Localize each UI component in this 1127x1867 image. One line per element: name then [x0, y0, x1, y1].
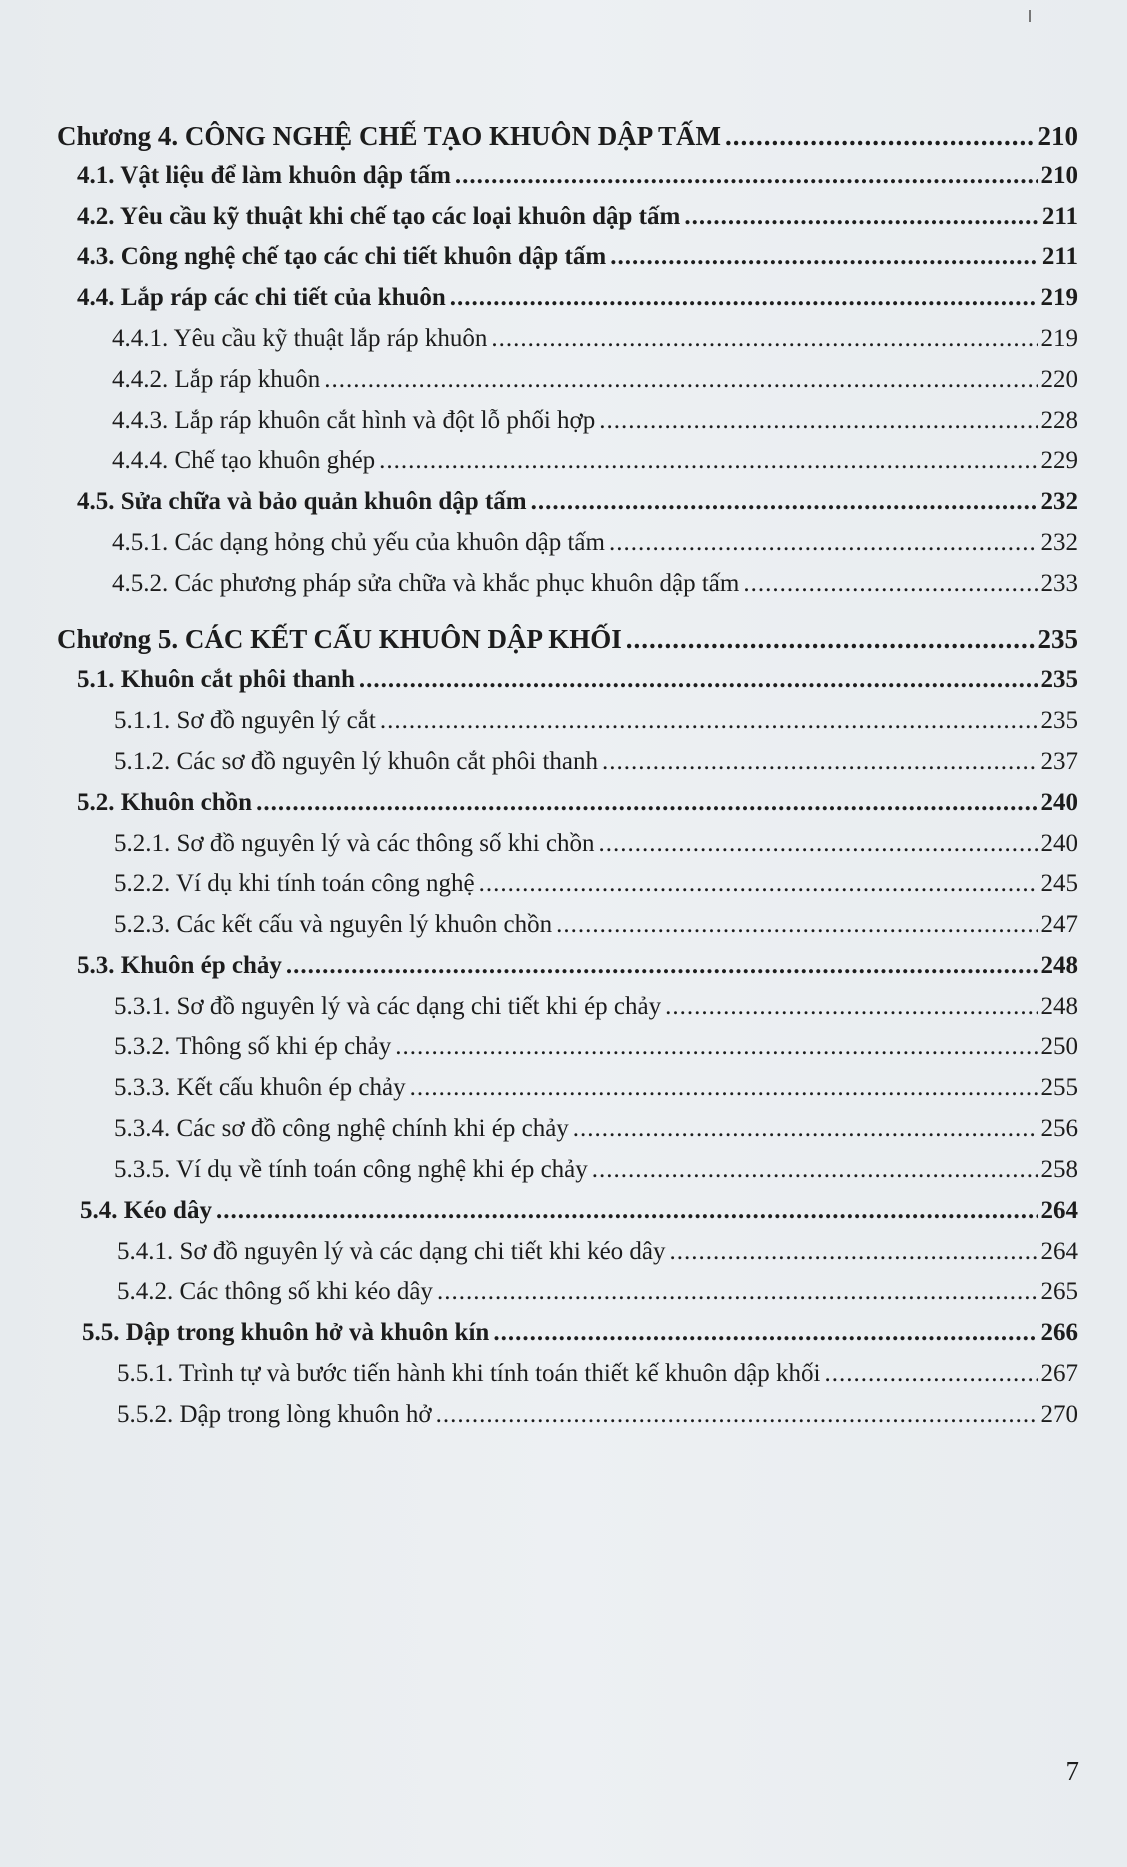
toc-entry	[77, 952, 1078, 980]
toc-leader-dots	[824, 1360, 1037, 1388]
toc-entry	[57, 624, 1078, 655]
toc-entry-title: 5.3.1. Sơ đồ nguyên lý và các dạng chi tiết khi ép chảy	[114, 993, 662, 1020]
toc-entry	[114, 1115, 1078, 1143]
toc-leader-dots	[286, 952, 1038, 980]
toc-entry	[114, 993, 1078, 1021]
toc-leader-dots	[602, 748, 1038, 776]
toc-entry	[112, 407, 1078, 435]
toc-entry-page: 228	[1040, 407, 1078, 434]
toc-entry-page: 248	[1040, 993, 1078, 1020]
toc-entry-title: 5.4.1. Sơ đồ nguyên lý và các dạng chi tiết khi kéo dây	[117, 1238, 666, 1265]
toc-entry-title: 4.5. Sửa chữa và bảo quản khuôn dập tấm	[77, 488, 527, 515]
toc-entry-page: 245	[1040, 870, 1078, 897]
toc-entry-page: 235	[1040, 707, 1078, 734]
toc-entry-title: 4.2. Yêu cầu kỹ thuật khi chế tạo các loại khuôn dập tấm	[77, 203, 681, 230]
toc-entry-title: Chương 5. CÁC KẾT CẤU KHUÔN DẬP KHỐI	[57, 624, 622, 654]
toc-leader-dots	[493, 1319, 1037, 1347]
toc-entry-title: 5.3. Khuôn ép chảy	[77, 952, 282, 979]
toc-leader-dots	[665, 993, 1037, 1021]
toc-entry-title: 5.5.1. Trình tự và bước tiến hành khi tính toán thiết kế khuôn dập khối	[117, 1360, 821, 1387]
toc-leader-dots	[395, 1033, 1037, 1061]
toc-entry	[114, 748, 1078, 776]
toc-leader-dots	[450, 284, 1038, 312]
toc-entry-title: 5.1. Khuôn cắt phôi thanh	[77, 666, 355, 693]
toc-entry-page: 255	[1040, 1074, 1078, 1101]
toc-entry-title: 5.2.2. Ví dụ khi tính toán công nghệ	[114, 870, 475, 897]
toc-entry-page: 219	[1040, 325, 1078, 352]
toc-entry-title: 5.4. Kéo dây	[80, 1197, 212, 1224]
toc-entry-title: 5.5.2. Dập trong lòng khuôn hở	[117, 1401, 432, 1428]
toc-leader-dots	[725, 121, 1035, 152]
toc-entry-page: 211	[1041, 203, 1078, 230]
toc-entry	[112, 570, 1078, 598]
toc-entry-title: 5.4.2. Các thông số khi kéo dây	[117, 1278, 433, 1305]
toc-entry-title: 4.3. Công nghệ chế tạo các chi tiết khuôn dập tấm	[77, 243, 607, 270]
toc-entry-page: 247	[1040, 911, 1078, 938]
toc-entry-page: 233	[1040, 570, 1078, 597]
toc-entry-title: 4.5.1. Các dạng hỏng chủ yếu của khuôn dập tấm	[112, 529, 605, 556]
toc-leader-dots	[216, 1197, 1038, 1225]
toc-leader-dots	[479, 870, 1038, 898]
toc-entry	[117, 1238, 1078, 1266]
toc-leader-dots	[592, 1156, 1038, 1184]
toc-entry	[114, 1074, 1078, 1102]
toc-leader-dots	[256, 789, 1037, 817]
toc-entry-page: 270	[1040, 1401, 1078, 1428]
toc-leader-dots	[599, 830, 1038, 858]
toc-entry-title: 5.3.4. Các sơ đồ công nghệ chính khi ép chảy	[114, 1115, 569, 1142]
toc-entry	[114, 830, 1078, 858]
toc-leader-dots	[437, 1278, 1038, 1306]
toc-leader-dots	[531, 488, 1038, 516]
toc-entry-page: 237	[1040, 748, 1078, 775]
toc-entry-title: Chương 4. CÔNG NGHỆ CHẾ TẠO KHUÔN DẬP TẤM	[57, 121, 721, 151]
toc-entry-page: 219	[1040, 284, 1078, 311]
toc-entry	[82, 1319, 1078, 1347]
toc-leader-dots	[556, 911, 1037, 939]
scan-mark	[1029, 10, 1031, 22]
toc-entry-title: 5.3.3. Kết cấu khuôn ép chảy	[114, 1074, 406, 1101]
toc-leader-dots	[743, 570, 1037, 598]
toc-leader-dots	[610, 243, 1039, 271]
toc-entry-page: 240	[1040, 789, 1078, 816]
toc-leader-dots	[380, 707, 1038, 735]
toc-entry-title: 4.4.3. Lắp ráp khuôn cắt hình và đột lỗ phối hợp	[112, 407, 596, 434]
toc-entry	[112, 447, 1078, 475]
toc-leader-dots	[455, 162, 1038, 190]
toc-entry	[77, 203, 1078, 231]
toc-entry-title: 5.2.3. Các kết cấu và nguyên lý khuôn chồn	[114, 911, 553, 938]
toc-entry-page: 264	[1040, 1197, 1078, 1224]
toc-leader-dots	[684, 203, 1039, 231]
toc-entry-page: 232	[1040, 488, 1078, 515]
toc-entry	[114, 1156, 1078, 1184]
toc-leader-dots	[491, 325, 1037, 353]
toc-entry-page: 229	[1040, 447, 1078, 474]
toc-entry	[112, 529, 1078, 557]
toc-entry-page: 235	[1037, 624, 1078, 654]
toc-leader-dots	[379, 447, 1037, 475]
toc-entry	[114, 1033, 1078, 1061]
toc-entry	[57, 121, 1078, 152]
toc-leader-dots	[573, 1115, 1038, 1143]
toc-entry-page: 232	[1040, 529, 1078, 556]
toc-entry-title: 5.5. Dập trong khuôn hở và khuôn kín	[82, 1319, 490, 1346]
toc-leader-dots	[436, 1401, 1038, 1429]
toc-entry-title: 4.4.4. Chế tạo khuôn ghép	[112, 447, 376, 474]
toc-entry-page: 250	[1040, 1033, 1078, 1060]
toc-entry-title: 5.1.2. Các sơ đồ nguyên lý khuôn cắt phôi thanh	[114, 748, 598, 775]
toc-entry-page: 267	[1040, 1360, 1078, 1387]
toc-entry	[112, 366, 1078, 394]
toc-entry-page: 210	[1040, 162, 1078, 189]
toc-entry-page: 256	[1040, 1115, 1078, 1142]
toc-entry	[117, 1278, 1078, 1306]
toc-entry	[117, 1401, 1078, 1429]
toc-entry-page: 265	[1040, 1278, 1078, 1305]
toc-entry-page: 211	[1041, 243, 1078, 270]
toc-entry	[80, 1197, 1078, 1225]
toc-entry-title: 4.5.2. Các phương pháp sửa chữa và khắc phục khuôn dập tấm	[112, 570, 740, 597]
toc-entry	[77, 243, 1078, 271]
toc-leader-dots	[626, 624, 1035, 655]
toc-entry	[77, 666, 1078, 694]
toc-entry-page: 210	[1037, 121, 1078, 151]
toc-entry-title: 5.2.1. Sơ đồ nguyên lý và các thông số khi chồn	[114, 830, 595, 857]
toc-leader-dots	[609, 529, 1038, 557]
toc-entry-page: 258	[1040, 1156, 1078, 1183]
toc-leader-dots	[324, 366, 1037, 394]
toc-entry-title: 4.4.1. Yêu cầu kỹ thuật lắp ráp khuôn	[112, 325, 488, 352]
toc-entry	[112, 325, 1078, 353]
toc-leader-dots	[670, 1238, 1038, 1266]
toc-leader-dots	[410, 1074, 1038, 1102]
toc-entry	[117, 1360, 1078, 1388]
toc-entry-title: 5.2. Khuôn chồn	[77, 789, 253, 816]
toc-entry	[77, 162, 1078, 190]
toc-entry-page: 220	[1040, 366, 1078, 393]
toc-entry-title: 4.4.2. Lắp ráp khuôn	[112, 366, 321, 393]
toc-entry	[114, 870, 1078, 898]
toc-entry-title: 4.4. Lắp ráp các chi tiết của khuôn	[77, 284, 446, 311]
toc-leader-dots	[599, 407, 1037, 435]
toc-entry-page: 266	[1040, 1319, 1078, 1346]
toc-entry-page: 248	[1040, 952, 1078, 979]
toc-entry-page: 240	[1040, 830, 1078, 857]
toc-entry	[114, 707, 1078, 735]
toc-entry-title: 4.1. Vật liệu để làm khuôn dập tấm	[77, 162, 451, 189]
page-number: 7	[1065, 1756, 1079, 1786]
toc-entry	[114, 911, 1078, 939]
toc-entry	[77, 284, 1078, 312]
toc-entry-title: 5.1.1. Sơ đồ nguyên lý cắt	[114, 707, 376, 734]
toc-entry-page: 264	[1040, 1238, 1078, 1265]
toc-entry-title: 5.3.2. Thông số khi ép chảy	[114, 1033, 392, 1060]
toc-entry-title: 5.3.5. Ví dụ về tính toán công nghệ khi ép chảy	[114, 1156, 588, 1183]
toc-entry	[77, 488, 1078, 516]
toc-leader-dots	[359, 666, 1038, 694]
toc-entry-page: 235	[1040, 666, 1078, 693]
toc-entry	[77, 789, 1078, 817]
